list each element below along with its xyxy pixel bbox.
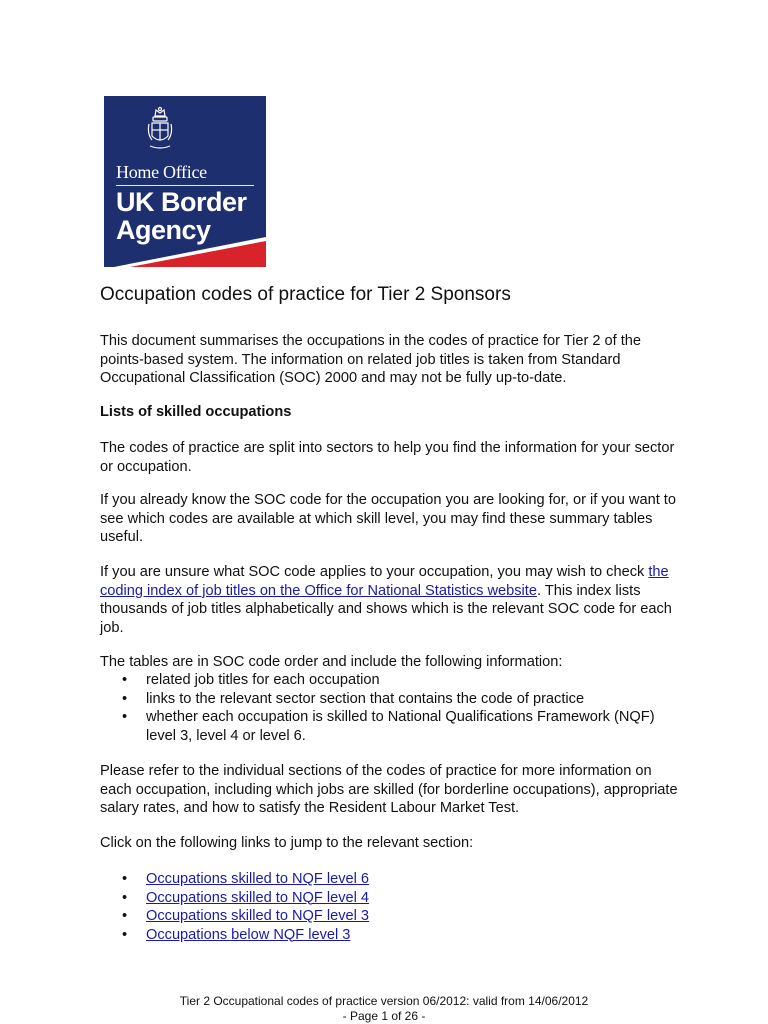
list-item [100, 907, 660, 926]
bullet-mark: • [122, 709, 128, 725]
list-item [100, 671, 660, 690]
paragraph-soc-known: If you already know the SOC code for the occupation you are looking for, or if you want to see which codes are available at which skill level, you may find these summary tables useful. [100, 492, 676, 545]
logo-stripe [104, 227, 266, 267]
link-below-nqf-level-3[interactable]: Occupations below NQF level 3 [146, 926, 351, 943]
bullet-mark: • [122, 672, 128, 688]
document-title: Occupation codes of practice for Tier 2 Sponsors [100, 284, 511, 305]
info-list [100, 671, 660, 745]
bullet-mark: • [122, 926, 128, 943]
logo-home-office: Home Office [116, 162, 207, 182]
paragraph-soc-unsure [100, 563, 680, 637]
list-item-text: related job titles for each occupation [146, 672, 380, 688]
list-item [100, 708, 660, 745]
royal-crest-icon [146, 106, 174, 154]
link-nqf-level-6[interactable]: Occupations skilled to NQF level 6 [146, 871, 370, 887]
paragraph-tables: The tables are in SOC code order and include the following information: [100, 654, 563, 670]
footer [0, 994, 768, 1024]
list-item-text: links to the relevant sector section that contains the code of practice [146, 690, 585, 707]
paragraph-soc-unsure-before: If you are unsure what SOC code applies to your occupation, you may wish to check [100, 564, 649, 580]
paragraph-click: Click on the following links to jump to the relevant section: [100, 835, 474, 851]
list-item [100, 926, 660, 945]
link-nqf-level-4[interactable]: Occupations skilled to NQF level 4 [146, 889, 370, 906]
section-links-list [100, 870, 660, 944]
footer-version: Tier 2 Occupational codes of practice version 06/2012: valid from 14/06/2012 [179, 994, 589, 1008]
link-nqf-level-3[interactable]: Occupations skilled to NQF level 3 [146, 908, 370, 924]
list-item [100, 690, 660, 709]
logo-line-agency: Agency [116, 215, 211, 245]
intro-paragraph: This document summarises the occupations in the codes of practice for Tier 2 of the points-based system. The information on related job titles is taken from Standard Occupational Classification (SOC) 2000 and may not be fully up-to-date. [100, 333, 642, 386]
paragraph-soc-unsure-after: . This index lists thousands of job titles alphabetically and shows which is the relevant SOC code for each job. [100, 582, 672, 636]
bullet-mark: • [122, 690, 128, 707]
section-heading: Lists of skilled occupations [100, 404, 292, 420]
ons-coding-index-link[interactable]: the coding index of job titles on the Office for National Statistics website [100, 564, 669, 599]
logo-line-uk-border: UK Border [116, 187, 247, 217]
logo-rule [116, 185, 254, 186]
list-item [100, 889, 660, 908]
bullet-mark: • [122, 908, 128, 924]
bullet-mark: • [122, 889, 128, 906]
list-item-text: whether each occupation is skilled to National Qualifications Framework (NQF) level 3, level 4 or level 6. [146, 709, 655, 744]
footer-page-number: - Page 1 of 26 - [342, 1009, 426, 1023]
paragraph-sectors: The codes of practice are split into sectors to help you find the information for your sector or occupation. [100, 440, 675, 475]
bullet-mark: • [122, 871, 128, 887]
paragraph-refer: Please refer to the individual sections of the codes of practice for more information on each occupation, including which jobs are skilled (for borderline occupations), appropriate salary rates, and how to satisfy the Resident Labour Market Test. [100, 763, 678, 816]
list-item [100, 870, 660, 889]
ukba-logo [104, 96, 266, 267]
